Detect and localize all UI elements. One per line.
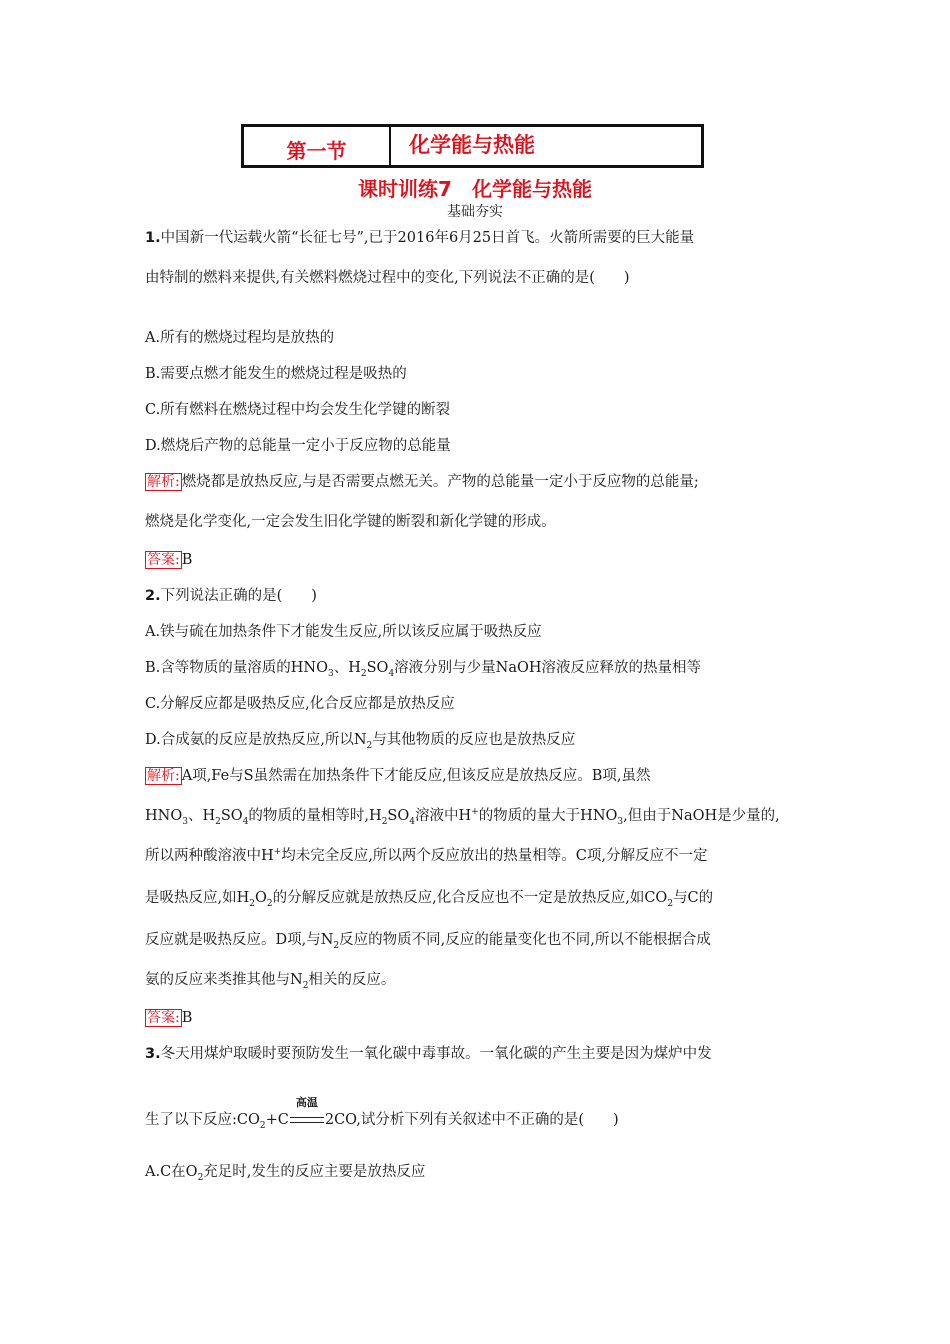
q1-answer: 答案: B <box>147 552 193 568</box>
q3-stem-line2: 生了以下反应$:CO_2+C$ 高温 2CO,试分析下列有关叙述中不正确的是( ) <box>145 1110 619 1130</box>
lesson-title: 课时训练7 化学能与热能 <box>358 177 592 201</box>
section-number: 第一节 <box>286 139 347 163</box>
analysis-tag: 解析: <box>147 768 180 784</box>
q1-option-d: D.燃烧后产物的总能量一定小于反应物的总能量 <box>145 438 451 454</box>
analysis-tag: 解析: <box>147 474 180 490</box>
q3-stem-line1: 3.冬天用煤炉取暖时要预防发生一氧化碳中毒事故。一氧化碳的产生主要是因为煤炉中发 <box>145 1046 712 1062</box>
q2-option-b: B.含等物质的量溶质的$HNO_3$、$H_2SO_4$溶液分别与少量NaOH溶液反应释放的热量相等 <box>145 660 702 679</box>
q2-analysis-line5: 反应就是吸热反应。D项,与$N_2$反应的物质不同,反应的能量变化也不同,所以不能根据合成 <box>145 932 711 951</box>
q1-option-c: C.所有燃料在燃烧过程中均会发生化学键的断裂 <box>145 402 451 418</box>
q1-option-b: B.需要点燃才能发生的燃烧过程是吸热的 <box>145 366 407 382</box>
q1-stem-line2: 由特制的燃料来提供,有关燃料燃烧过程中的变化,下列说法不正确的是( ) <box>145 270 630 286</box>
header-divider <box>389 127 391 165</box>
reaction-condition: 高温 <box>295 1096 318 1109</box>
section-title: 化学能与热能 <box>409 133 535 157</box>
q2-option-c: C.分解反应都是吸热反应,化合反应都是放热反应 <box>145 696 455 712</box>
q2-number: 2. <box>145 588 161 604</box>
q2-analysis-line3: 所以两种酸溶液中H+均未完全反应,所以两个反应放出的热量相等。C项,分解反应不一定 <box>145 847 708 864</box>
q2-answer: 答案: B <box>147 1010 193 1026</box>
q2-analysis-line4: 是吸热反应,如$H_2O_2$的分解反应就是放热反应,化合反应也不一定是放热反应,如$CO_2$与C的 <box>145 890 714 909</box>
subtitle: 基础夯实 <box>447 204 503 220</box>
q1-stem-line1: 1.中国新一代运载火箭“长征七号”,已于2016年6月25日首飞。火箭所需要的巨大能量 <box>145 230 695 246</box>
q1-analysis-line2: 燃烧是化学变化,一定会发生旧化学键的断裂和新化学键的形成。 <box>145 514 556 530</box>
reaction-condition-arrow <box>289 1096 325 1130</box>
q2-option-d: D.合成氨的反应是放热反应,所以$N_2$与其他物质的反应也是放热反应 <box>145 732 576 751</box>
q1-number: 1. <box>145 230 161 246</box>
answer-tag: 答案: <box>147 1010 180 1026</box>
q3-number: 3. <box>145 1046 161 1062</box>
q2-analysis-line2: $HNO_3$、$H_2SO_4$的物质的量相等时$,H_2SO_4$溶液中H+的物质的量大于$HNO_3$,但由于NaOH是少量的, <box>145 807 780 827</box>
q1-analysis-line1: 解析: 燃烧都是放热反应,与是否需要点燃无关。产物的总能量一定小于反应物的总能量; <box>147 474 699 490</box>
section-header-box <box>241 124 704 168</box>
q1-option-a: A.所有的燃烧过程均是放热的 <box>145 330 335 346</box>
q2-option-a: A.铁与硫在加热条件下才能发生反应,所以该反应属于吸热反应 <box>145 624 542 640</box>
answer-tag: 答案: <box>147 552 180 568</box>
q3-option-a: A.C在$O_2$充足时,发生的反应主要是放热反应 <box>145 1164 426 1183</box>
q2-stem: 2.下列说法正确的是( ) <box>145 588 317 604</box>
q2-analysis-line1: 解析: A项,Fe与S虽然需在加热条件下才能反应,但该反应是放热反应。B项,虽然 <box>147 768 651 784</box>
q2-analysis-line6: 氨的反应来类推其他与$N_2$相关的反应。 <box>145 972 396 991</box>
